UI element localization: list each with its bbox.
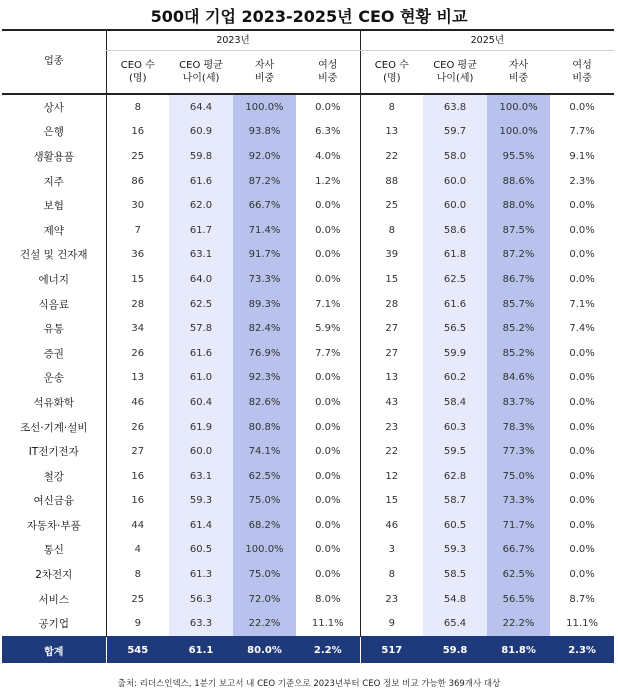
internal-ratio-2025-cell: 81.8% xyxy=(487,637,550,664)
ceo-count-2023-cell: 15 xyxy=(106,267,169,292)
internal-ratio-2023-cell: 22.2% xyxy=(233,611,296,636)
table-row xyxy=(2,169,614,194)
avg-age-2023-cell: 63.1 xyxy=(169,464,233,489)
avg-age-2023-cell: 60.5 xyxy=(169,538,233,563)
avg-age-2023-cell: 61.4 xyxy=(169,513,233,538)
header-female-ratio-2023: 여성 비중 xyxy=(296,51,360,95)
avg-age-2025-cell: 59.7 xyxy=(423,120,487,145)
internal-ratio-2023-cell: 76.9% xyxy=(233,341,296,366)
category-cell: 증권 xyxy=(43,347,64,360)
avg-age-2023-cell: 56.3 xyxy=(169,587,233,612)
ceo-count-2023-cell: 28 xyxy=(106,292,169,317)
category-cell: 자동차·부품 xyxy=(26,519,81,532)
female-ratio-2025-cell: 7.4% xyxy=(569,323,595,335)
avg-age-2023-cell: 63.1 xyxy=(169,243,233,268)
table-row xyxy=(2,513,614,538)
internal-ratio-2025-cell: 88.0% xyxy=(487,193,550,218)
internal-ratio-2025-cell: 66.7% xyxy=(487,538,550,563)
female-ratio-2023-cell: 7.7% xyxy=(315,347,341,359)
internal-ratio-2023-cell: 93.8% xyxy=(233,120,296,145)
female-ratio-2025-cell: 0.0% xyxy=(569,372,595,384)
internal-ratio-2023-cell: 82.6% xyxy=(233,390,296,415)
ceo-count-2025-cell: 3 xyxy=(360,538,423,563)
avg-age-2023-cell: 59.8 xyxy=(169,144,233,169)
female-ratio-2025-cell: 0.0% xyxy=(569,446,595,458)
category-cell: 철강 xyxy=(43,470,64,483)
internal-ratio-2023-cell: 75.0% xyxy=(233,562,296,587)
female-ratio-2023-cell: 2.2% xyxy=(296,637,360,664)
female-ratio-2025-cell: 0.0% xyxy=(569,200,595,212)
female-ratio-2023-cell: 0.0% xyxy=(315,372,341,384)
female-ratio-2023-cell: 0.0% xyxy=(315,421,341,433)
category-cell: 상사 xyxy=(43,101,64,114)
internal-ratio-2023-cell: 100.0% xyxy=(233,94,296,120)
category-cell: 합계 xyxy=(2,637,106,664)
avg-age-2025-cell: 60.3 xyxy=(423,415,487,440)
female-ratio-2023-cell: 7.1% xyxy=(315,298,341,310)
table-row xyxy=(2,341,614,366)
female-ratio-2023-cell: 0.0% xyxy=(315,200,341,212)
female-ratio-2025-cell: 8.7% xyxy=(569,593,595,605)
female-ratio-2025-cell: 9.1% xyxy=(569,150,595,162)
ceo-count-2023-cell: 7 xyxy=(106,218,169,243)
ceo-count-2025-cell: 23 xyxy=(360,587,423,612)
female-ratio-2023-cell: 0.0% xyxy=(315,224,341,236)
female-ratio-2025-cell: 7.7% xyxy=(569,126,595,138)
internal-ratio-2025-cell: 100.0% xyxy=(487,120,550,145)
header-female-ratio-2025: 여성 비중 xyxy=(550,51,614,95)
internal-ratio-2025-cell: 62.5% xyxy=(487,562,550,587)
avg-age-2025-cell: 60.5 xyxy=(423,513,487,538)
avg-age-2023-cell: 63.3 xyxy=(169,611,233,636)
female-ratio-2025-cell: 0.0% xyxy=(569,470,595,482)
table-row xyxy=(2,611,614,636)
category-cell: 조선·기계·설비 xyxy=(19,421,88,434)
female-ratio-2025-cell: 11.1% xyxy=(566,618,598,630)
table-row xyxy=(2,218,614,243)
female-ratio-2023-cell: 11.1% xyxy=(311,618,344,630)
internal-ratio-2023-cell: 92.3% xyxy=(233,366,296,391)
ceo-count-2023-cell: 4 xyxy=(106,538,169,563)
internal-ratio-2023-cell: 92.0% xyxy=(233,144,296,169)
category-cell: 운송 xyxy=(43,372,64,385)
ceo-count-2023-cell: 46 xyxy=(106,390,169,415)
header-year-2023: 2023년 xyxy=(106,30,360,51)
avg-age-2025-cell: 60.0 xyxy=(423,193,487,218)
ceo-count-2025-cell: 39 xyxy=(360,243,423,268)
table-row xyxy=(2,144,614,169)
table-row xyxy=(2,390,614,415)
avg-age-2025-cell: 58.7 xyxy=(423,489,487,514)
ceo-count-2023-cell: 25 xyxy=(106,144,169,169)
source-note: 출처: 리더스인덱스, 1분기 보고서 내 CEO 기준으로 2023년부터 CEO 정보 비교 가능한 369개사 대상 xyxy=(117,679,501,689)
internal-ratio-2025-cell: 73.3% xyxy=(487,489,550,514)
ceo-count-2023-cell: 36 xyxy=(106,243,169,268)
table-row xyxy=(2,267,614,292)
category-cell: IT전기전자 xyxy=(28,446,79,459)
avg-age-2025-cell: 65.4 xyxy=(423,611,487,636)
female-ratio-2023-cell: 0.0% xyxy=(315,396,341,408)
ceo-count-2025-cell: 22 xyxy=(360,439,423,464)
category-cell: 은행 xyxy=(43,126,64,139)
internal-ratio-2023-cell: 75.0% xyxy=(233,489,296,514)
ceo-count-2025-cell: 9 xyxy=(360,611,423,636)
female-ratio-2023-cell: 0.0% xyxy=(315,249,341,261)
female-ratio-2023-cell: 0.0% xyxy=(315,273,341,285)
category-cell: 석유화학 xyxy=(33,396,75,409)
table-row xyxy=(2,489,614,514)
category-cell: 지주 xyxy=(43,175,64,188)
internal-ratio-2025-cell: 71.7% xyxy=(487,513,550,538)
avg-age-2025-cell: 60.0 xyxy=(423,169,487,194)
table-body xyxy=(2,94,614,663)
female-ratio-2023-cell: 0.0% xyxy=(315,446,341,458)
table-row xyxy=(2,464,614,489)
ceo-count-2025-cell: 8 xyxy=(360,562,423,587)
category-cell: 여신금융 xyxy=(33,495,75,508)
female-ratio-2023-cell: 0.0% xyxy=(315,544,341,556)
internal-ratio-2023-cell: 91.7% xyxy=(233,243,296,268)
avg-age-2023-cell: 61.9 xyxy=(169,415,233,440)
female-ratio-2025-cell: 2.3% xyxy=(569,175,595,187)
category-cell: 서비스 xyxy=(38,593,69,606)
category-cell: 에너지 xyxy=(38,273,69,286)
table-row xyxy=(2,366,614,391)
ceo-count-2025-cell: 8 xyxy=(360,94,423,120)
female-ratio-2025-cell: 7.1% xyxy=(569,298,595,310)
avg-age-2023-cell: 61.1 xyxy=(169,637,233,664)
female-ratio-2023-cell: 0.0% xyxy=(315,470,341,482)
avg-age-2023-cell: 61.3 xyxy=(169,562,233,587)
internal-ratio-2025-cell: 77.3% xyxy=(487,439,550,464)
ceo-count-2023-cell: 8 xyxy=(106,94,169,120)
ceo-count-2025-cell: 15 xyxy=(360,267,423,292)
header-ceo-count-2025: CEO 수 (명) xyxy=(360,51,423,95)
ceo-count-2023-cell: 9 xyxy=(106,611,169,636)
female-ratio-2023-cell: 0.0% xyxy=(315,101,341,113)
avg-age-2025-cell: 59.5 xyxy=(423,439,487,464)
ceo-count-2023-cell: 26 xyxy=(106,341,169,366)
avg-age-2023-cell: 57.8 xyxy=(169,316,233,341)
female-ratio-2025-cell: 2.3% xyxy=(550,637,614,664)
avg-age-2023-cell: 60.0 xyxy=(169,439,233,464)
table-row xyxy=(2,562,614,587)
female-ratio-2025-cell: 0.0% xyxy=(569,544,595,556)
female-ratio-2025-cell: 0.0% xyxy=(569,249,595,261)
internal-ratio-2025-cell: 56.5% xyxy=(487,587,550,612)
female-ratio-2025-cell: 0.0% xyxy=(569,495,595,507)
ceo-count-2023-cell: 27 xyxy=(106,439,169,464)
table-row xyxy=(2,316,614,341)
category-cell: 2차전지 xyxy=(35,569,73,582)
category-cell: 유통 xyxy=(43,323,64,336)
female-ratio-2025-cell: 0.0% xyxy=(569,396,595,408)
ceo-count-2025-cell: 88 xyxy=(360,169,423,194)
ceo-count-2023-cell: 545 xyxy=(106,637,169,664)
avg-age-2025-cell: 62.5 xyxy=(423,267,487,292)
avg-age-2025-cell: 62.8 xyxy=(423,464,487,489)
female-ratio-2025-cell: 0.0% xyxy=(569,273,595,285)
avg-age-2023-cell: 61.6 xyxy=(169,169,233,194)
internal-ratio-2025-cell: 85.2% xyxy=(487,341,550,366)
table-row xyxy=(2,243,614,268)
ceo-count-2023-cell: 16 xyxy=(106,464,169,489)
internal-ratio-2023-cell: 87.2% xyxy=(233,169,296,194)
table-row xyxy=(2,94,614,120)
ceo-count-2025-cell: 25 xyxy=(360,193,423,218)
category-cell: 제약 xyxy=(43,224,64,237)
table-row xyxy=(2,538,614,563)
avg-age-2023-cell: 61.7 xyxy=(169,218,233,243)
avg-age-2023-cell: 59.3 xyxy=(169,489,233,514)
internal-ratio-2025-cell: 87.5% xyxy=(487,218,550,243)
ceo-count-2023-cell: 8 xyxy=(106,562,169,587)
ceo-count-2023-cell: 86 xyxy=(106,169,169,194)
table-row xyxy=(2,415,614,440)
internal-ratio-2025-cell: 88.6% xyxy=(487,169,550,194)
header-ceo-count-2023: CEO 수 (명) xyxy=(106,51,169,95)
ceo-count-2025-cell: 15 xyxy=(360,489,423,514)
ceo-count-2023-cell: 34 xyxy=(106,316,169,341)
ceo-count-2023-cell: 16 xyxy=(106,120,169,145)
female-ratio-2025-cell: 0.0% xyxy=(569,421,595,433)
internal-ratio-2025-cell: 84.6% xyxy=(487,366,550,391)
table-row xyxy=(2,193,614,218)
internal-ratio-2023-cell: 66.7% xyxy=(233,193,296,218)
avg-age-2023-cell: 60.4 xyxy=(169,390,233,415)
ceo-count-2023-cell: 26 xyxy=(106,415,169,440)
avg-age-2025-cell: 61.8 xyxy=(423,243,487,268)
female-ratio-2023-cell: 4.0% xyxy=(315,150,341,162)
avg-age-2025-cell: 59.3 xyxy=(423,538,487,563)
internal-ratio-2025-cell: 86.7% xyxy=(487,267,550,292)
female-ratio-2023-cell: 5.9% xyxy=(315,323,341,335)
female-ratio-2025-cell: 0.0% xyxy=(569,101,595,113)
internal-ratio-2023-cell: 80.0% xyxy=(233,637,296,664)
internal-ratio-2025-cell: 22.2% xyxy=(487,611,550,636)
avg-age-2025-cell: 60.2 xyxy=(423,366,487,391)
avg-age-2025-cell: 61.6 xyxy=(423,292,487,317)
internal-ratio-2023-cell: 89.3% xyxy=(233,292,296,317)
internal-ratio-2023-cell: 100.0% xyxy=(233,538,296,563)
avg-age-2025-cell: 58.6 xyxy=(423,218,487,243)
female-ratio-2023-cell: 0.0% xyxy=(315,569,341,581)
avg-age-2025-cell: 54.8 xyxy=(423,587,487,612)
female-ratio-2025-cell: 0.0% xyxy=(569,519,595,531)
avg-age-2023-cell: 62.5 xyxy=(169,292,233,317)
internal-ratio-2023-cell: 62.5% xyxy=(233,464,296,489)
female-ratio-2025-cell: 0.0% xyxy=(569,347,595,359)
internal-ratio-2023-cell: 74.1% xyxy=(233,439,296,464)
ceo-count-2023-cell: 44 xyxy=(106,513,169,538)
header-ceo-avg-age-2025: CEO 평균 나이(세) xyxy=(423,51,487,95)
ceo-count-2025-cell: 23 xyxy=(360,415,423,440)
category-cell: 식음료 xyxy=(38,298,69,311)
ceo-count-2025-cell: 8 xyxy=(360,218,423,243)
ceo-count-2025-cell: 22 xyxy=(360,144,423,169)
table-title: 500대 기업 2023-2025년 CEO 현황 비교 xyxy=(150,7,468,26)
internal-ratio-2025-cell: 78.3% xyxy=(487,415,550,440)
avg-age-2023-cell: 64.0 xyxy=(169,267,233,292)
internal-ratio-2025-cell: 83.7% xyxy=(487,390,550,415)
internal-ratio-2025-cell: 100.0% xyxy=(487,94,550,120)
header-internal-ratio-2025: 자사 비중 xyxy=(487,51,550,95)
avg-age-2025-cell: 59.9 xyxy=(423,341,487,366)
ceo-count-2025-cell: 13 xyxy=(360,366,423,391)
female-ratio-2025-cell: 0.0% xyxy=(569,224,595,236)
internal-ratio-2023-cell: 82.4% xyxy=(233,316,296,341)
ceo-count-2025-cell: 12 xyxy=(360,464,423,489)
ceo-comparison-table xyxy=(2,30,614,663)
female-ratio-2023-cell: 0.0% xyxy=(315,519,341,531)
header-category: 업종 xyxy=(2,30,106,94)
table-row xyxy=(2,587,614,612)
female-ratio-2023-cell: 6.3% xyxy=(315,126,341,138)
ceo-count-2025-cell: 27 xyxy=(360,316,423,341)
female-ratio-2023-cell: 0.0% xyxy=(315,495,341,507)
category-cell: 공기업 xyxy=(38,618,69,631)
internal-ratio-2025-cell: 87.2% xyxy=(487,243,550,268)
internal-ratio-2025-cell: 85.2% xyxy=(487,316,550,341)
avg-age-2023-cell: 64.4 xyxy=(169,94,233,120)
ceo-count-2025-cell: 13 xyxy=(360,120,423,145)
ceo-count-2025-cell: 27 xyxy=(360,341,423,366)
avg-age-2023-cell: 61.0 xyxy=(169,366,233,391)
avg-age-2025-cell: 58.5 xyxy=(423,562,487,587)
internal-ratio-2025-cell: 85.7% xyxy=(487,292,550,317)
header-year-2025: 2025년 xyxy=(360,30,614,51)
internal-ratio-2023-cell: 68.2% xyxy=(233,513,296,538)
category-cell: 보험 xyxy=(43,200,64,213)
ceo-count-2025-cell: 517 xyxy=(360,637,423,664)
avg-age-2023-cell: 61.6 xyxy=(169,341,233,366)
header-ceo-avg-age-2023: CEO 평균 나이(세) xyxy=(169,51,233,95)
ceo-count-2023-cell: 13 xyxy=(106,366,169,391)
internal-ratio-2023-cell: 80.8% xyxy=(233,415,296,440)
avg-age-2025-cell: 63.8 xyxy=(423,94,487,120)
avg-age-2023-cell: 60.9 xyxy=(169,120,233,145)
ceo-count-2023-cell: 16 xyxy=(106,489,169,514)
internal-ratio-2023-cell: 71.4% xyxy=(233,218,296,243)
ceo-count-2025-cell: 46 xyxy=(360,513,423,538)
ceo-count-2025-cell: 28 xyxy=(360,292,423,317)
internal-ratio-2023-cell: 73.3% xyxy=(233,267,296,292)
female-ratio-2025-cell: 0.0% xyxy=(569,569,595,581)
category-cell: 건설 및 건자재 xyxy=(19,249,88,262)
header-internal-ratio-2023: 자사 비중 xyxy=(233,51,296,95)
table-row xyxy=(2,292,614,317)
table-row xyxy=(2,439,614,464)
total-row xyxy=(2,637,614,664)
female-ratio-2023-cell: 8.0% xyxy=(315,593,341,605)
female-ratio-2023-cell: 1.2% xyxy=(315,175,341,187)
avg-age-2025-cell: 58.0 xyxy=(423,144,487,169)
ceo-count-2023-cell: 25 xyxy=(106,587,169,612)
internal-ratio-2025-cell: 75.0% xyxy=(487,464,550,489)
avg-age-2025-cell: 59.8 xyxy=(423,637,487,664)
category-cell: 생활용품 xyxy=(33,150,75,163)
internal-ratio-2023-cell: 72.0% xyxy=(233,587,296,612)
ceo-count-2025-cell: 43 xyxy=(360,390,423,415)
avg-age-2025-cell: 58.4 xyxy=(423,390,487,415)
internal-ratio-2025-cell: 95.5% xyxy=(487,144,550,169)
avg-age-2023-cell: 62.0 xyxy=(169,193,233,218)
ceo-count-2023-cell: 30 xyxy=(106,193,169,218)
avg-age-2025-cell: 56.5 xyxy=(423,316,487,341)
table-row xyxy=(2,120,614,145)
category-cell: 통신 xyxy=(43,544,64,557)
